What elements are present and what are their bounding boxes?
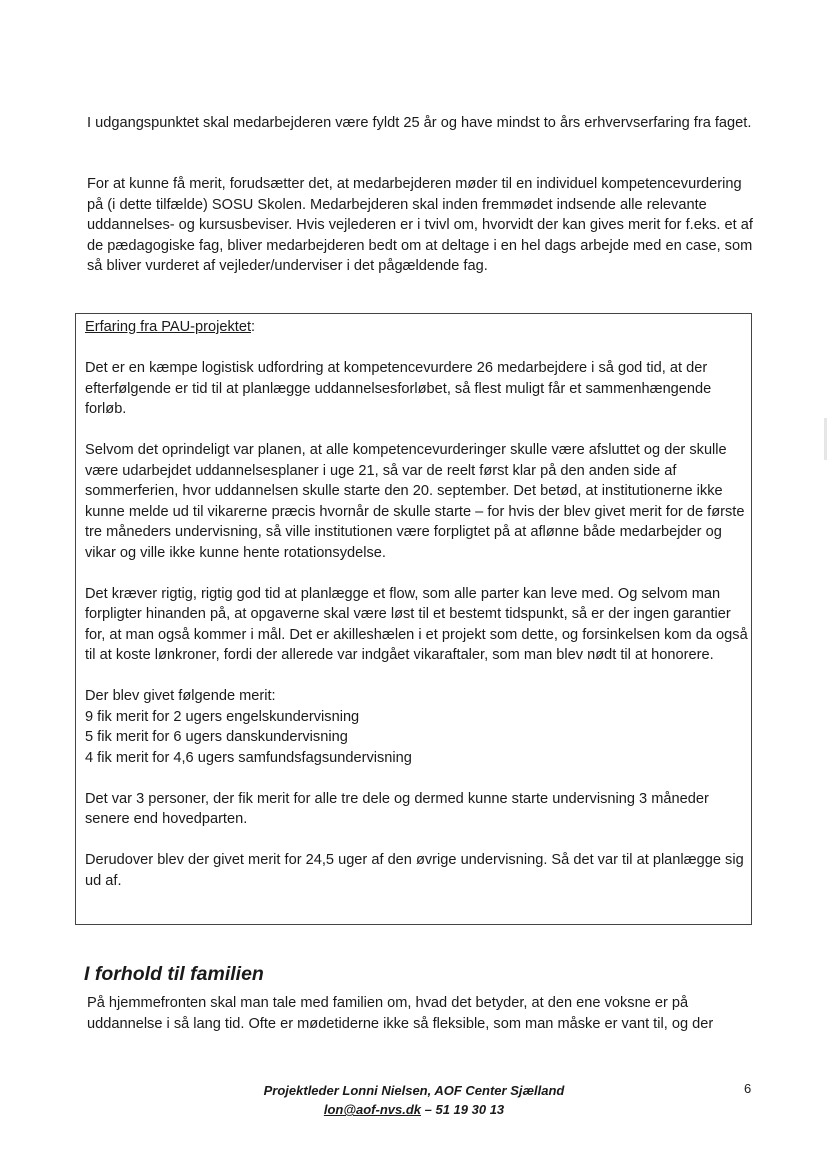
box-paragraph-2: Selvom det oprindeligt var planen, at alle kompetencevurderinger skulle være afsluttet og der skulle være udarbejdet uddannelsesplaner i uge 21, så var de reelt først klar på den anden side af sommerferien, hvor uddannelsen skulle starte den 20. september. Det betød, at institutionerne ikke kunne melde ud til vikarerne præcis hvornår de skulle starte – for hvis der blev givet merit for de første tre måneders undervisning, så ville institutionen være forpligtet på at aflønne både medarbejder og vikar og ville ikke kunne hente rotationsydelse.	[85, 442, 745, 561]
footer-author-line: Projektleder Lonni Nielsen, AOF Center Sjælland	[263, 1083, 565, 1098]
footer-separator: –	[421, 1102, 436, 1117]
footer-contact-line	[180, 1100, 648, 1119]
footer-email-link[interactable]: lon@aof-nvs.dk	[323, 1102, 422, 1117]
box-title	[85, 317, 749, 338]
merit-item: 5 fik merit for 6 ugers danskundervisning	[85, 729, 348, 745]
box-paragraph-4: Det var 3 personer, der fik merit for alle tre dele og dermed kunne starte undervisning 3 måneder senere end hovedparten.	[85, 790, 709, 827]
section-heading: I forhold til familien	[84, 963, 264, 985]
section-paragraph-1: På hjemmefronten skal man tale med familien om, hvad det betyder, at den ene voksne er på uddannelse i så lang tid. Ofte er mødetiderne ikke så fleksible, som man måske er vant til, og der	[87, 995, 714, 1032]
intro-paragraph-2: For at kunne få merit, forudsætter det, at medarbejderen møder til en individuel kompetencevurdering på (i dette tilfælde) SOSU Skolen. Medarbejderen skal inden fremmødet indsende alle relevante uddannelses- og kursusbeviser. Hvis vejlederen er i tvivl om, hvorvidt der kan gives merit for f.eks. et af de pædagogiske fag, bliver medarbejderen bedt om at deltage i en hel dags arbejde med en case, som så bliver vurderet af vejleder/underviser i det pågældende fag.	[87, 176, 753, 274]
box-paragraph-5: Derudover blev der givet merit for 24,5 uger af den øvrige undervisning. Så det var til at planlægge sig ud af.	[85, 852, 744, 889]
box-paragraph-3: Det kræver rigtig, rigtig god tid at planlægge et flow, som alle parter kan leve med. Og selvom man forpligter hinanden på, at opgaverne skal være løst til et bestemt tidspunkt, så er der ingen garantier for, at man også kommer i mål. Det er akilleshælen i et projekt som dette, og forsinkelsen kom da også til at koste lønkroner, fordi der allerede var indgået vikaraftaler, som man blev nødt til at honorere.	[85, 585, 748, 663]
pau-experience-box	[75, 313, 752, 925]
merit-item: 4 fik merit for 4,6 ugers samfundsfagsundervisning	[85, 749, 412, 766]
box-paragraph-1: Det er en kæmpe logistisk udfordring at kompetencevurdere 26 medarbejdere i så god tid, at der efterfølgende er tid til at planlægge uddannelsesforløbet, så flest muligt får et sammenhængende forløb.	[85, 360, 712, 417]
merit-list	[85, 707, 749, 769]
page-footer	[180, 1081, 648, 1119]
merit-item: 9 fik merit for 2 ugers engelskundervisning	[85, 708, 360, 725]
intro-paragraph-1: I udgangspunktet skal medarbejderen være fyldt 25 år og have mindst to års erhvervserfaring fra faget.	[87, 115, 752, 131]
box-title-text: Erfaring fra PAU-projektet	[85, 319, 251, 335]
merit-intro: Der blev givet følgende merit:	[85, 688, 276, 704]
box-title-colon: :	[251, 319, 256, 335]
page-number: 6	[744, 1081, 752, 1096]
footer-phone: 51 19 30 13	[435, 1102, 505, 1117]
